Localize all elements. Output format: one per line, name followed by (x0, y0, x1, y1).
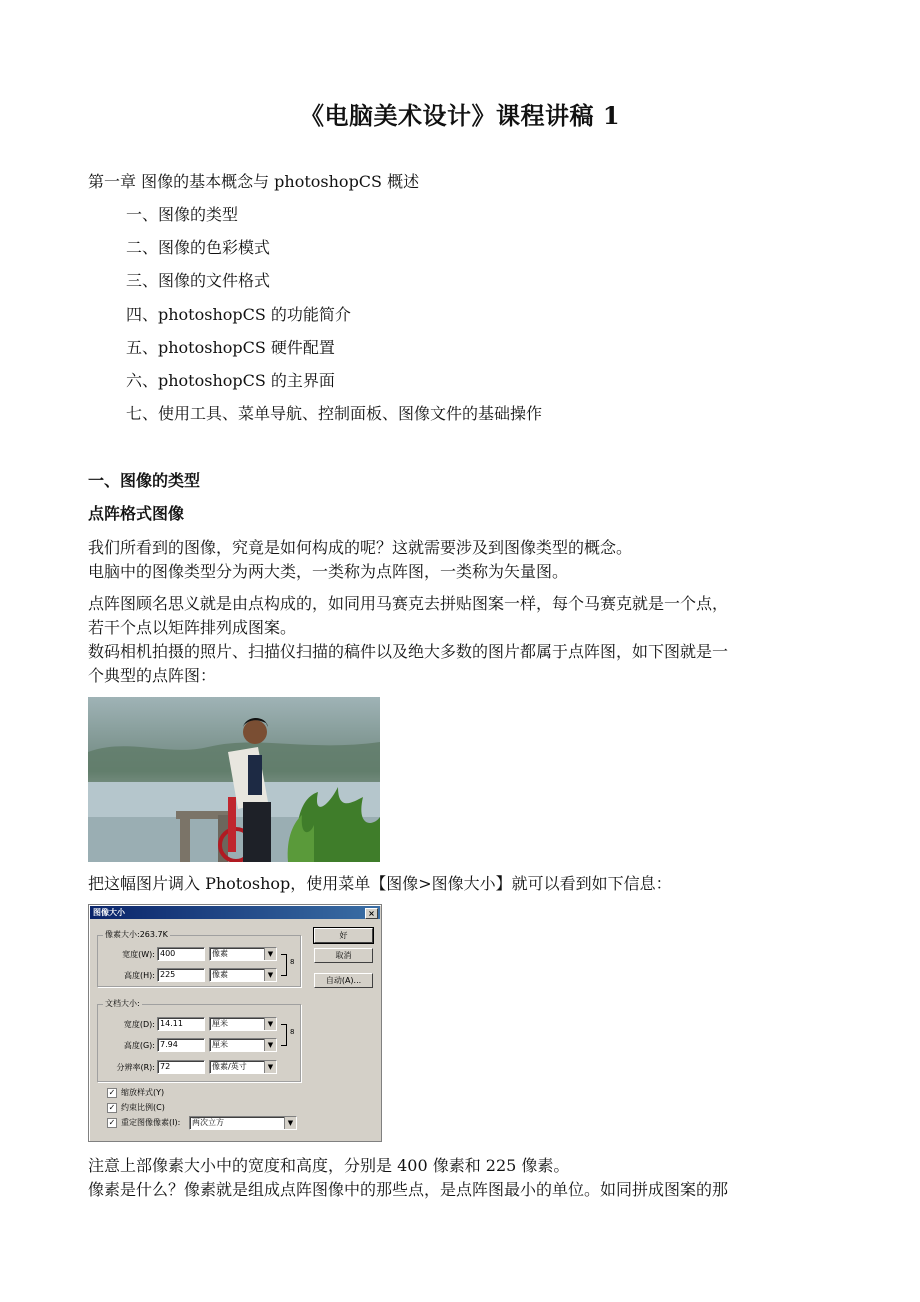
resample-label: 重定图像像素(I): (121, 1118, 181, 1127)
chevron-down-icon: ▼ (264, 948, 276, 960)
px-height-unit-select[interactable] (209, 968, 277, 982)
resolution-unit: 像素/英寸 (212, 1062, 247, 1071)
doc-height-unit: 厘米 (212, 1040, 228, 1049)
section-heading: 一、图像的类型 (88, 471, 201, 490)
outline-item: 三、图像的文件格式 (126, 271, 271, 290)
px-width-field[interactable]: 400 (157, 947, 205, 961)
px-width-unit-select[interactable] (209, 947, 277, 961)
px-width-unit: 像素 (212, 949, 228, 958)
chain-link-icon: 8 (290, 958, 295, 966)
cancel-button[interactable]: 取消 (314, 948, 373, 963)
chevron-down-icon: ▼ (284, 1117, 296, 1129)
chevron-down-icon: ▼ (264, 1018, 276, 1030)
paragraph-line: 点阵图顾名思义就是由点构成的，如同用马赛克去拼贴图案一样，每个马赛克就是一个点， (88, 594, 729, 613)
paragraph-line: 若干个点以矩阵排列成图案。 (88, 618, 297, 637)
constrain-proportions-checkbox[interactable] (107, 1102, 165, 1113)
paragraph-line: 数码相机拍摄的照片、扫描仪扫描的稿件以及绝大多数的图片都属于点阵图，如下图就是一 (88, 642, 729, 661)
chapter-heading: 第一章 图像的基本概念与 photoshopCS 概述 (88, 172, 420, 191)
scale-styles-checkbox[interactable] (107, 1087, 164, 1098)
ok-button[interactable]: 好 (314, 928, 373, 943)
outline-item: 五、photoshopCS 硬件配置 (126, 338, 335, 357)
px-height-label: 高度(H): (124, 971, 155, 980)
px-height-field[interactable]: 225 (157, 968, 205, 982)
paragraph-line: 电脑中的图像类型分为两大类，一类称为点阵图，一类称为矢量图。 (88, 562, 569, 581)
doc-width-unit: 厘米 (212, 1019, 228, 1028)
outline-item: 二、图像的色彩模式 (126, 238, 271, 257)
resample-method-select[interactable] (189, 1116, 297, 1130)
doc-width-field[interactable]: 14.11 (157, 1017, 205, 1031)
paragraph-line: 个典型的点阵图： (88, 666, 217, 685)
check-icon: ✓ (108, 1117, 116, 1127)
dialog-title: 图像大小 (93, 908, 125, 917)
doc-height-label: 高度(G): (123, 1041, 155, 1050)
check-icon: ✓ (108, 1087, 116, 1097)
doc-height-unit-select[interactable] (209, 1038, 277, 1052)
doc-width-label: 宽度(D): (123, 1020, 155, 1029)
resolution-label: 分辨率(R): (116, 1063, 155, 1072)
page-title: 《电脑美术设计》课程讲稿 1 (299, 101, 621, 130)
scale-styles-label: 缩放样式(Y) (121, 1088, 165, 1097)
pixel-size-label: 像素大小:263.7K (105, 930, 168, 939)
doc-width-unit-select[interactable] (209, 1017, 277, 1031)
px-height-unit: 像素 (212, 970, 228, 979)
outline-item: 七、使用工具、菜单导航、控制面板、图像文件的基础操作 (126, 404, 543, 423)
outline-item: 一、图像的类型 (126, 205, 239, 224)
chevron-down-icon: ▼ (264, 969, 276, 981)
doc-height-field[interactable]: 7.94 (157, 1038, 205, 1052)
chain-link-icon: 8 (290, 1028, 295, 1036)
chevron-down-icon: ▼ (264, 1039, 276, 1051)
resolution-unit-select[interactable] (209, 1060, 277, 1074)
resample-checkbox[interactable] (107, 1117, 180, 1128)
document-size-label: 文档大小: (105, 999, 140, 1008)
outline-item: 四、photoshopCS 的功能简介 (126, 305, 351, 324)
constrain-label: 约束比例(C) (121, 1103, 165, 1112)
chevron-down-icon: ▼ (264, 1061, 276, 1073)
px-width-label: 宽度(W): (122, 950, 155, 959)
check-icon: ✓ (108, 1102, 116, 1112)
resolution-field[interactable]: 72 (157, 1060, 205, 1074)
link-bracket (281, 1024, 287, 1046)
paragraph-line: 把这幅图片调入 Photoshop，使用菜单【图像>图像大小】就可以看到如下信息： (88, 874, 672, 893)
example-photo (88, 697, 380, 862)
outline-item: 六、photoshopCS 的主界面 (126, 371, 335, 390)
resample-method: 两次立方 (192, 1118, 224, 1127)
auto-button[interactable]: 自动(A)... (314, 973, 373, 988)
paragraph-line: 注意上部像素大小中的宽度和高度，分别是 400 像素和 225 像素。 (88, 1156, 570, 1175)
paragraph-line: 我们所看到的图像，究竟是如何构成的呢？这就需要涉及到图像类型的概念。 (88, 538, 633, 557)
dialog-titlebar (90, 906, 380, 919)
photo-drawing (88, 697, 380, 862)
link-bracket (281, 954, 287, 976)
image-size-dialog (88, 904, 382, 1142)
subsection-heading: 点阵格式图像 (88, 504, 185, 523)
paragraph-line: 像素是什么？像素就是组成点阵图像中的那些点，是点阵图最小的单位。如同拼成图案的那 (88, 1180, 729, 1199)
close-icon[interactable]: × (365, 908, 378, 919)
